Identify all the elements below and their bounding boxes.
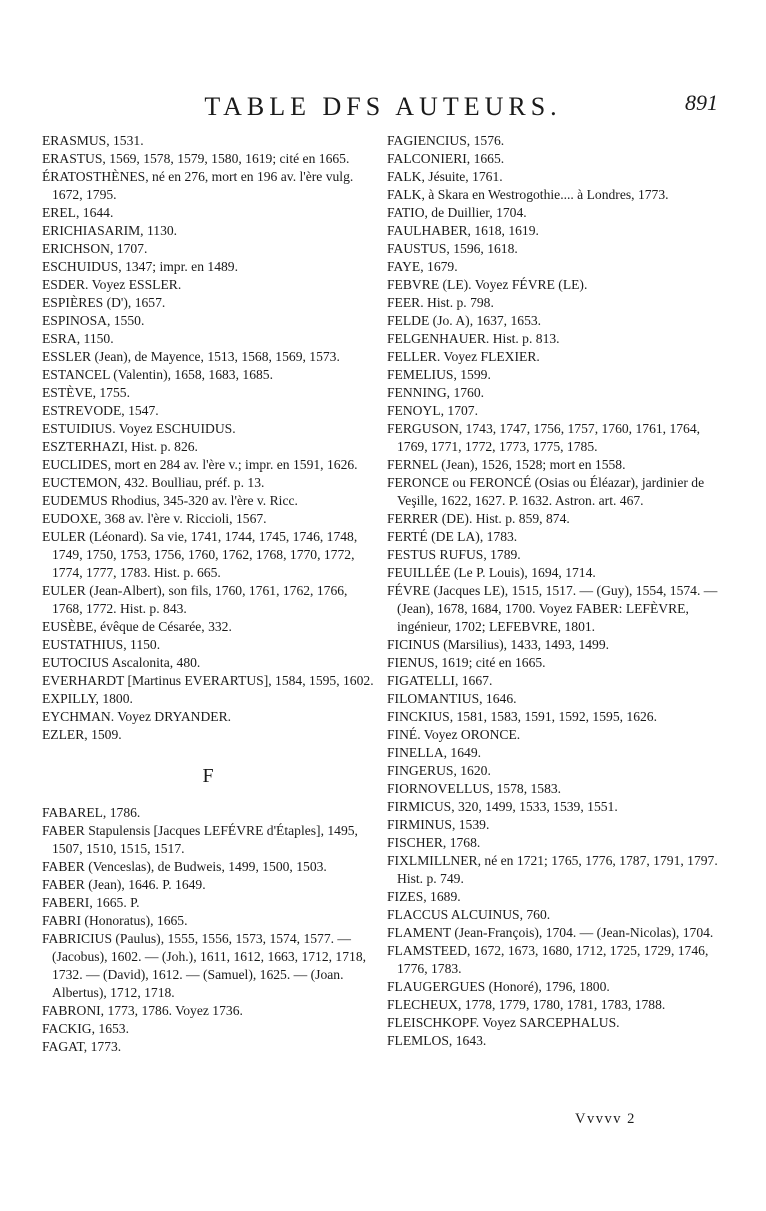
index-entry: FATIO, de Duillier, 1704.: [387, 205, 527, 220]
index-entry: FAYE, 1679.: [387, 259, 458, 274]
index-entry: ESPINOSA, 1550.: [42, 313, 145, 328]
index-entry: FERNEL (Jean), 1526, 1528; mort en 1558.: [387, 457, 626, 472]
index-entry: EYCHMAN. Voyez DRYANDER.: [42, 709, 232, 724]
index-entry: FIRMICUS, 320, 1499, 1533, 1539, 1551.: [387, 799, 618, 814]
index-entry: EZLER, 1509.: [42, 727, 122, 742]
index-entry: FINÉ. Voyez ORONCE.: [387, 727, 521, 742]
index-entry: ERICHIASARIM, 1130.: [42, 223, 178, 238]
index-entry: EULER (Léonard). Sa vie, 1741, 1744, 1745, 1746, 1748, 1749, 1750, 1753, 1756, 1760, 1762, 1768, 1770, 1772, 1774, 1777, 1783. Hist. p. 665.: [42, 529, 358, 580]
index-entry: FINCKIUS, 1581, 1583, 1591, 1592, 1595, 1626.: [387, 709, 657, 724]
index-entry: FLEMLOS, 1643.: [387, 1033, 487, 1048]
index-entry: FABER Stapulensis [Jacques LEFÉVRE d'Étaples], 1495, 1507, 1510, 1515, 1517.: [42, 823, 358, 856]
index-entry: FIGATELLI, 1667.: [387, 673, 493, 688]
index-entry: EXPILLY, 1800.: [42, 691, 133, 706]
index-entry: FEER. Hist. p. 798.: [387, 295, 494, 310]
index-column-right: [387, 132, 727, 1050]
index-entry: FIRMINUS, 1539.: [387, 817, 490, 832]
index-entry: FEUILLÉE (Le P. Louis), 1694, 1714.: [387, 565, 596, 580]
index-entry: FLACCUS ALCUINUS, 760.: [387, 907, 551, 922]
index-entry: FILOMANTIUS, 1646.: [387, 691, 517, 706]
index-entry: ESTÈVE, 1755.: [42, 385, 130, 400]
index-entry: FERONCE ou FERONCÉ (Osias ou Éléazar), jardinier de Veşille, 1622, 1627. P. 1632. Astron. art. 467.: [387, 475, 705, 508]
index-entry: FAULHABER, 1618, 1619.: [387, 223, 539, 238]
index-entry: EUSTATHIUS, 1150.: [42, 637, 161, 652]
index-entry: FABER (Venceslas), de Budweis, 1499, 1500, 1503.: [42, 859, 327, 874]
index-entry: FAGAT, 1773.: [42, 1039, 122, 1054]
index-entry: FERRER (DE). Hist. p. 859, 874.: [387, 511, 570, 526]
index-entry: FELLER. Voyez FLEXIER.: [387, 349, 540, 364]
index-entry: ESTREVODE, 1547.: [42, 403, 159, 418]
index-entry: FAGIENCIUS, 1576.: [387, 133, 505, 148]
entries-f-group-right: [387, 132, 727, 1050]
index-entry: ESCHUIDUS, 1347; impr. en 1489.: [42, 259, 238, 274]
index-entry: EUSÈBE, évêque de Césarée, 332.: [42, 619, 232, 634]
index-entry: FEMELIUS, 1599.: [387, 367, 491, 382]
index-entry: FICINUS (Marsilius), 1433, 1493, 1499.: [387, 637, 610, 652]
index-entry: FACKIG, 1653.: [42, 1021, 129, 1036]
index-entry: ESTUIDIUS. Voyez ESCHUIDUS.: [42, 421, 236, 436]
index-entry: ESZTERHAZI, Hist. p. 826.: [42, 439, 198, 454]
index-entry: FLAUGERGUES (Honoré), 1796, 1800.: [387, 979, 610, 994]
index-entry: FLECHEUX, 1778, 1779, 1780, 1781, 1783, 1788.: [387, 997, 666, 1012]
index-column-left: [42, 132, 374, 1056]
index-entry: EUTOCIUS Ascalonita, 480.: [42, 655, 201, 670]
page-number: 891: [685, 90, 718, 115]
index-entry: ESSLER (Jean), de Mayence, 1513, 1568, 1569, 1573.: [42, 349, 340, 364]
signature-mark: Vvvvv 2: [575, 1111, 636, 1127]
index-entry: FEBVRE (LE). Voyez FÉVRE (LE).: [387, 277, 588, 292]
index-entry: FALCONIERI, 1665.: [387, 151, 505, 166]
index-entry: FESTUS RUFUS, 1789.: [387, 547, 521, 562]
index-entry: FABERI, 1665. P.: [42, 895, 140, 910]
index-entry: FLAMENT (Jean-François), 1704. — (Jean-Nicolas), 1704.: [387, 925, 714, 940]
index-entry: FABRONI, 1773, 1786. Voyez 1736.: [42, 1003, 243, 1018]
section-letter-f: F: [202, 765, 214, 787]
index-entry: FIXLMILLNER, né en 1721; 1765, 1776, 1787, 1791, 1797. Hist. p. 749.: [387, 853, 718, 886]
index-entry: ESTANCEL (Valentin), 1658, 1683, 1685.: [42, 367, 273, 382]
index-entry: FÉVRE (Jacques LE), 1515, 1517. — (Guy), 1554, 1574. — (Jean), 1678, 1684, 1700. Voyez FABER: LEFÈVRE, ingénieur, 1702; LEFEBVRE, 1801.: [387, 583, 718, 634]
index-entry: ESPIÈRES (D'), 1657.: [42, 295, 166, 310]
index-entry: ESDER. Voyez ESSLER.: [42, 277, 182, 292]
index-entry: FELGENHAUER. Hist. p. 813.: [387, 331, 560, 346]
index-entry: FIZES, 1689.: [387, 889, 461, 904]
index-entry: FERGUSON, 1743, 1747, 1756, 1757, 1760, 1761, 1764, 1769, 1771, 1772, 1773, 1775, 1785.: [387, 421, 701, 454]
index-entry: FINGERUS, 1620.: [387, 763, 491, 778]
index-entry: FIORNOVELLUS, 1578, 1583.: [387, 781, 562, 796]
index-entry: FABAREL, 1786.: [42, 805, 141, 820]
index-entry: EUCLIDES, mort en 284 av. l'ère v.; impr. en 1591, 1626.: [42, 457, 358, 472]
index-entry: ERASMUS, 1531.: [42, 133, 144, 148]
entries-f-group-left: [42, 804, 374, 1056]
page-header-title: TABLE DFS AUTEURS.: [204, 92, 562, 121]
index-entry: FIENUS, 1619; cité en 1665.: [387, 655, 546, 670]
index-entry: FALK, à Skara en Westrogothie.... à Londres, 1773.: [387, 187, 669, 202]
index-entry: FABER (Jean), 1646. P. 1649.: [42, 877, 206, 892]
index-entry: EULER (Jean-Albert), son fils, 1760, 1761, 1762, 1766, 1768, 1772. Hist. p. 843.: [42, 583, 348, 616]
index-entry: ÉRATOSTHÈNES, né en 276, mort en 196 av. l'ère vulg. 1672, 1795.: [42, 169, 354, 202]
index-entry: EUDOXE, 368 av. l'ère v. Riccioli, 1567.: [42, 511, 267, 526]
index-entry: EVERHARDT [Martinus EVERARTUS], 1584, 1595, 1602.: [42, 673, 374, 688]
index-entry: FAUSTUS, 1596, 1618.: [387, 241, 518, 256]
entries-e-group: [42, 132, 374, 744]
index-entry: FERTÉ (DE LA), 1783.: [387, 529, 518, 544]
index-entry: FENOYL, 1707.: [387, 403, 479, 418]
index-entry: ERASTUS, 1569, 1578, 1579, 1580, 1619; cité en 1665.: [42, 151, 350, 166]
index-entry: FLEISCHKOPF. Voyez SARCEPHALUS.: [387, 1015, 620, 1030]
index-entry: ERICHSON, 1707.: [42, 241, 148, 256]
index-entry: FISCHER, 1768.: [387, 835, 481, 850]
index-entry: FABRICIUS (Paulus), 1555, 1556, 1573, 1574, 1577. — (Jacobus), 1602. — (Joh.), 1611, 1612, 1663, 1712, 1718, 1732. — (David), 1612. — (Samuel), 1625. — (Joan. Albertus), 1712, 1718.: [42, 931, 367, 1000]
index-entry: FELDE (Jo. A), 1637, 1653.: [387, 313, 542, 328]
index-entry: EUCTEMON, 432. Boulliau, préf. p. 13.: [42, 475, 265, 490]
index-entry: FABRI (Honoratus), 1665.: [42, 913, 188, 928]
index-entry: FENNING, 1760.: [387, 385, 485, 400]
index-entry: FALK, Jésuite, 1761.: [387, 169, 503, 184]
index-entry: FINELLA, 1649.: [387, 745, 482, 760]
index-entry: EREL, 1644.: [42, 205, 114, 220]
index-entry: FLAMSTEED, 1672, 1673, 1680, 1712, 1725, 1729, 1746, 1776, 1783.: [387, 943, 709, 976]
index-entry: ESRA, 1150.: [42, 331, 114, 346]
index-entry: EUDEMUS Rhodius, 345-320 av. l'ère v. Ricc.: [42, 493, 298, 508]
